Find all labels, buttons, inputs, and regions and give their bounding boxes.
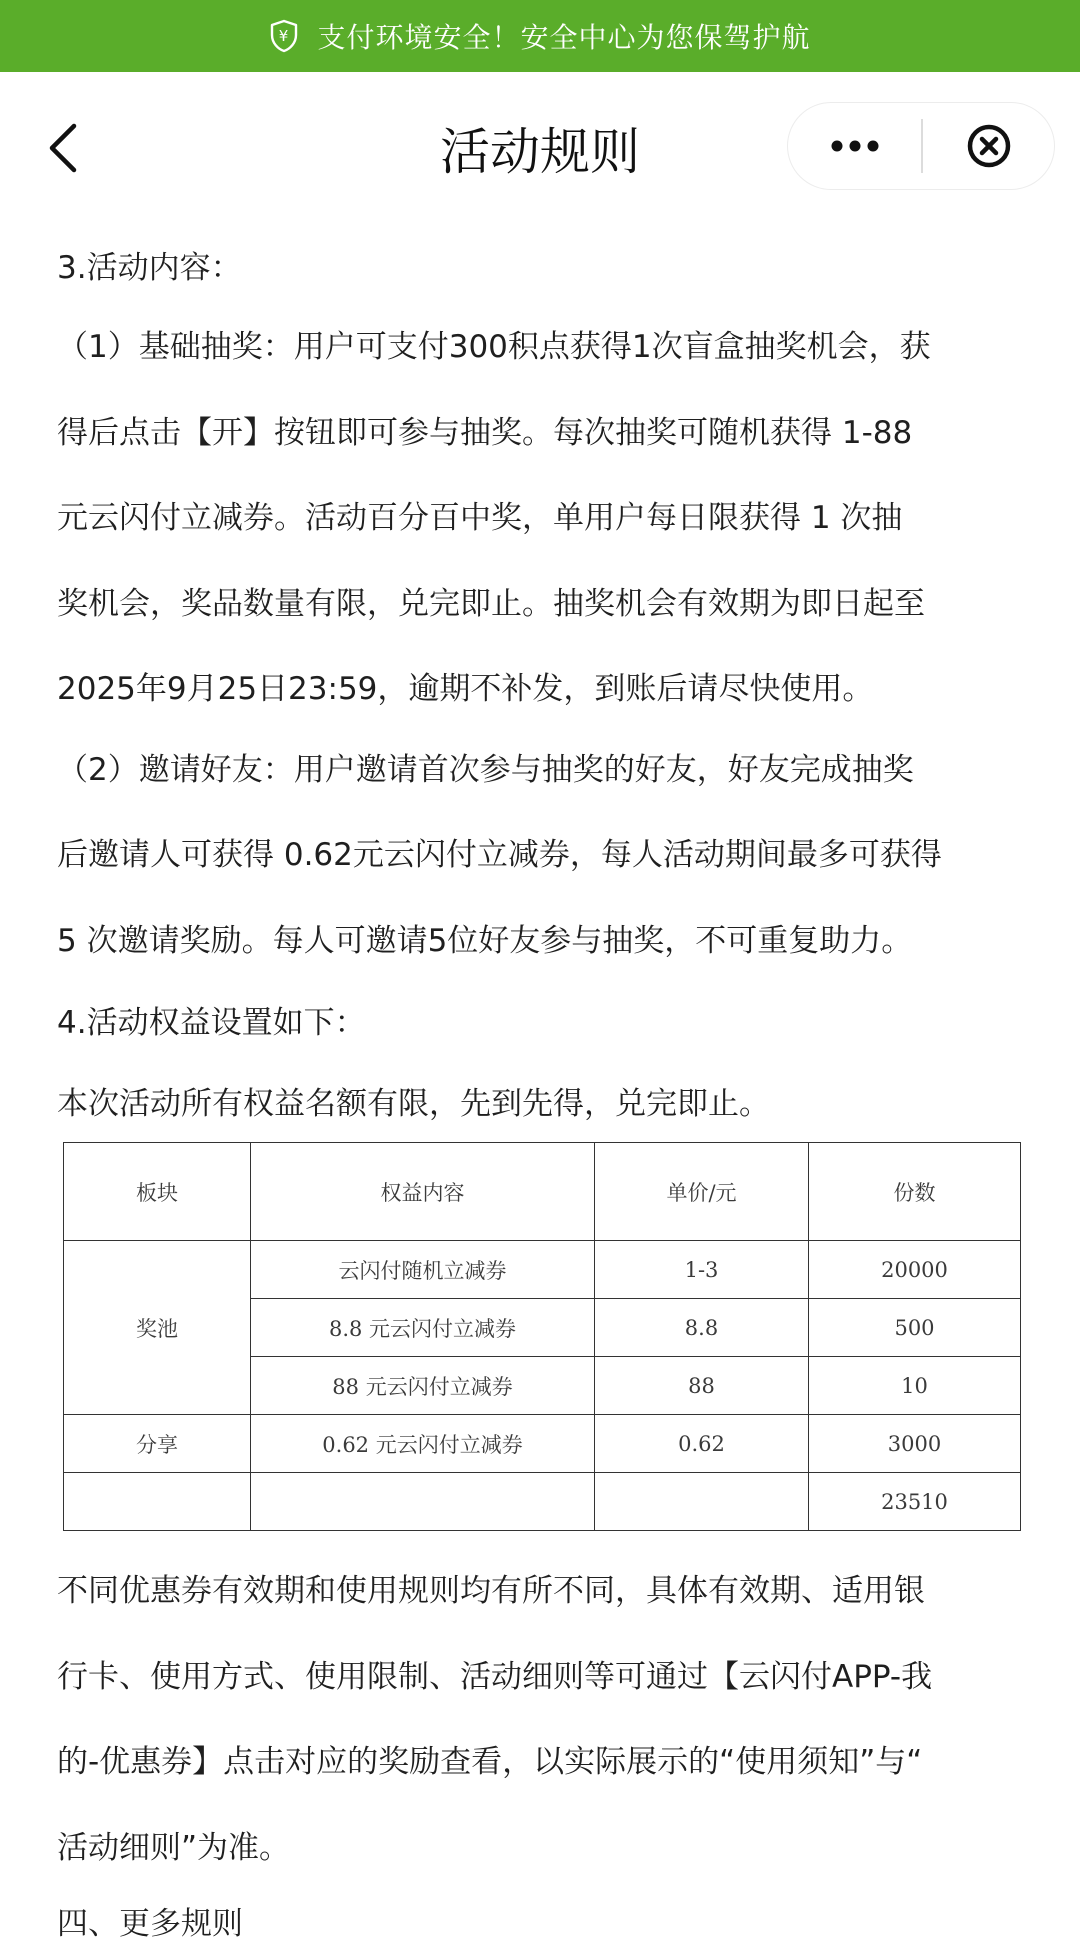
para1-line: 元云闪付立减券。活动百分百中奖，单用户每日限获得 1 次抽 — [57, 500, 903, 536]
table-header-row — [64, 1143, 1021, 1241]
para3-line: 行卡、使用方式、使用限制、活动细则等可通过【云闪付APP-我 — [57, 1659, 933, 1695]
para1-line: 奖机会，奖品数量有限，兑完即止。抽奖机会有效期为即日起至 — [57, 586, 925, 622]
table-cell-count: 10 — [809, 1357, 1021, 1415]
table-header-cell: 份数 — [809, 1143, 1021, 1241]
table-cell-count: 500 — [809, 1299, 1021, 1357]
table-cell-count: 20000 — [809, 1241, 1021, 1299]
security-banner-text: 支付环境安全！安全中心为您保驾护航 — [317, 21, 811, 54]
next-section-title: 四、更多规则 — [57, 1906, 243, 1942]
close-button[interactable] — [923, 103, 1054, 189]
close-circle-icon — [966, 123, 1012, 169]
table-cell-section: 分享 — [64, 1415, 251, 1473]
rights-table — [63, 1142, 1020, 1530]
para3-line: 活动细则”为准。 — [57, 1830, 291, 1866]
chevron-left-icon — [44, 122, 88, 174]
para1-line: 得后点击【开】按钮即可参与抽奖。每次抽奖可随机获得 1-88 — [57, 415, 913, 451]
para1-line: （1）基础抽奖：用户可支付300积点获得1次盲盒抽奖机会，获 — [57, 329, 931, 365]
table-cell-section: 奖池 — [64, 1241, 251, 1415]
security-banner — [0, 0, 1080, 72]
para2-line: 5 次邀请奖励。每人可邀请5位好友参与抽奖，不可重复助力。 — [57, 923, 913, 959]
table-cell-empty — [64, 1473, 251, 1531]
para2-line: 后邀请人可获得 0.62元云闪付立减券，每人活动期间最多可获得 — [57, 837, 942, 873]
table-header-cell: 板块 — [64, 1143, 251, 1241]
section-4-intro: 本次活动所有权益名额有限，先到先得，兑完即止。 — [57, 1086, 770, 1122]
table-cell-empty — [595, 1473, 809, 1531]
table-cell-price: 8.8 — [595, 1299, 809, 1357]
para3-line: 不同优惠券有效期和使用规则均有所不同，具体有效期、适用银 — [57, 1573, 925, 1609]
table-total-row — [64, 1473, 1021, 1531]
table-cell-price: 1-3 — [595, 1241, 809, 1299]
table-cell-content: 88 元云闪付立减券 — [251, 1357, 595, 1415]
shield-yuan-icon — [269, 19, 299, 53]
table-header-cell: 权益内容 — [251, 1143, 595, 1241]
table-cell-content: 0.62 元云闪付立减券 — [251, 1415, 595, 1473]
section-4-title: 4.活动权益设置如下： — [57, 1005, 366, 1041]
para2-line: （2）邀请好友：用户邀请首次参与抽奖的好友，好友完成抽奖 — [57, 752, 914, 788]
table-row — [64, 1415, 1021, 1473]
table-header-cell: 单价/元 — [595, 1143, 809, 1241]
table-cell-total-count: 23510 — [809, 1473, 1021, 1531]
mini-program-capsule — [787, 102, 1055, 190]
back-button[interactable] — [44, 122, 88, 174]
table-cell-price: 88 — [595, 1357, 809, 1415]
table-cell-content: 云闪付随机立减券 — [251, 1241, 595, 1299]
table-cell-content: 8.8 元云闪付立减券 — [251, 1299, 595, 1357]
section-3-title: 3.活动内容： — [57, 250, 242, 286]
more-dots-icon — [830, 139, 880, 153]
page-title: 活动规则 — [440, 123, 640, 181]
svg-text:¥: ¥ — [279, 27, 290, 45]
para1-line: 2025年9月25日23:59，逾期不补发，到账后请尽快使用。 — [57, 671, 874, 707]
table-cell-price: 0.62 — [595, 1415, 809, 1473]
para3-line: 的-优惠券】点击对应的奖励查看，以实际展示的“使用须知”与“ — [57, 1744, 923, 1780]
nav-bar — [0, 72, 1080, 222]
table-row — [64, 1241, 1021, 1299]
more-button[interactable] — [788, 103, 921, 189]
table-cell-count: 3000 — [809, 1415, 1021, 1473]
table-cell-empty — [251, 1473, 595, 1531]
